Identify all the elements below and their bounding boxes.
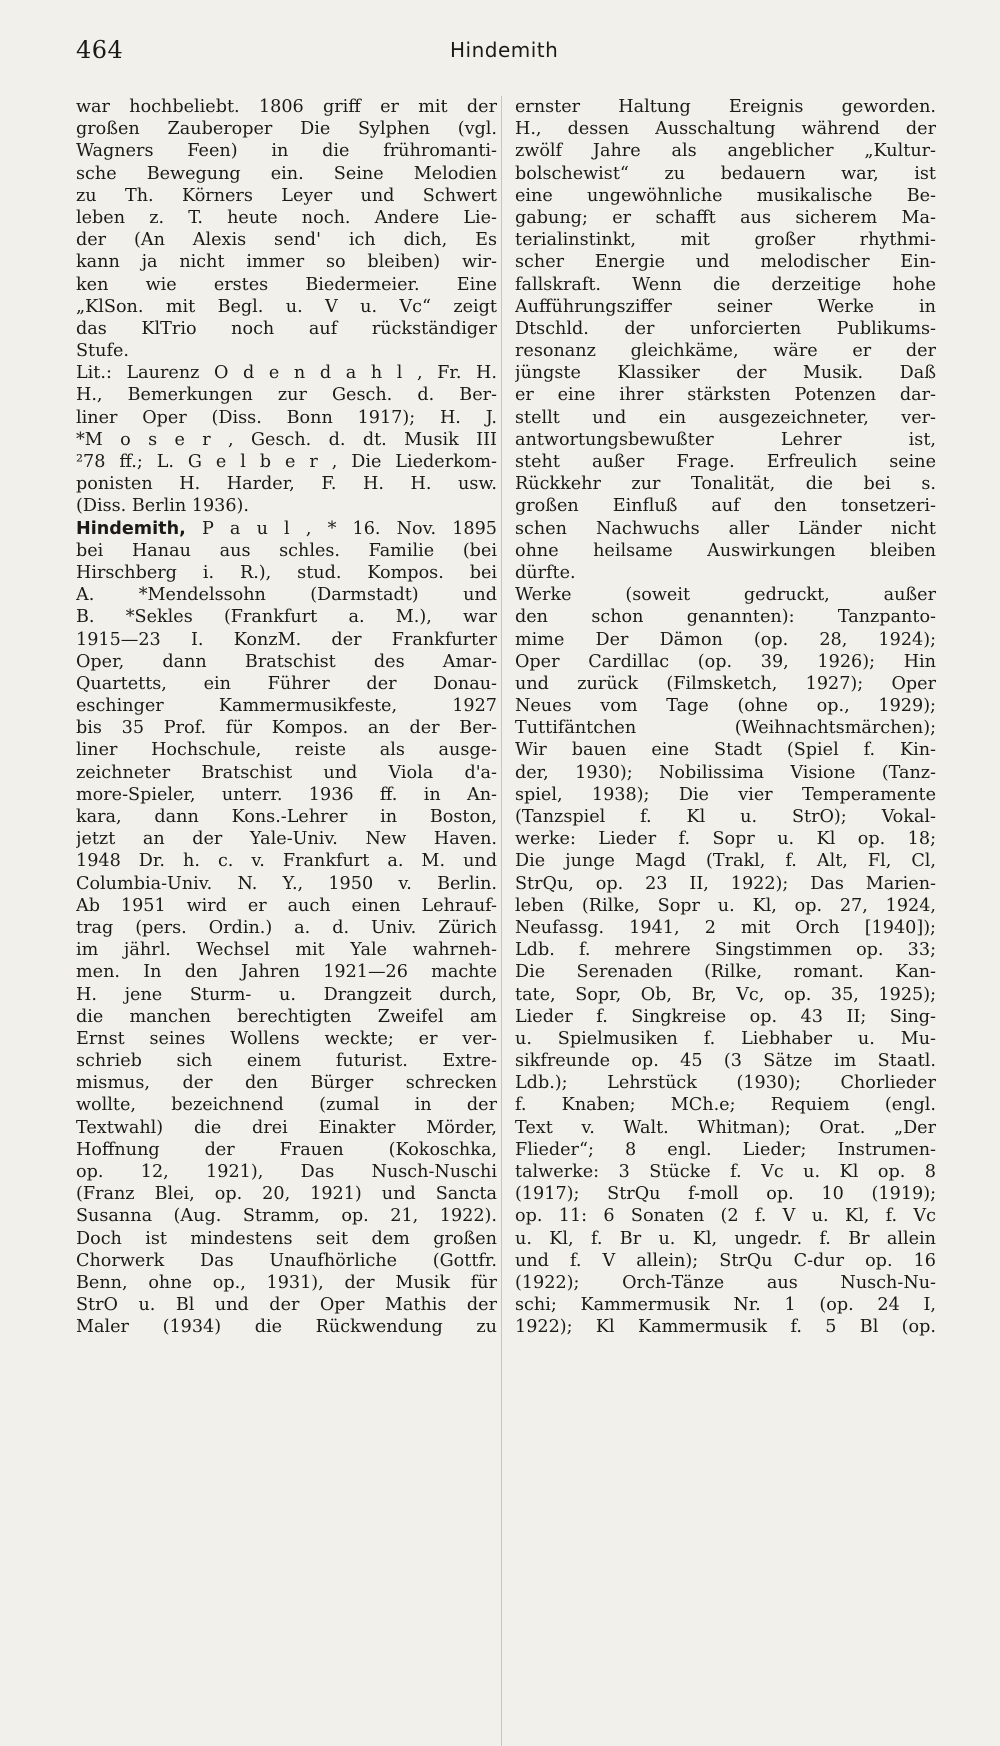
text-line: Oper, dann Bratschist des Amar- xyxy=(76,651,497,672)
text-line: den schon genannten): Tanzpanto- xyxy=(515,607,936,628)
text-line: und zurück (Filmsketch, 1927); Oper xyxy=(515,673,936,694)
text-line: Chorwerk Das Unaufhörliche (Gottfr. xyxy=(76,1250,497,1271)
text-line: H., dessen Ausschaltung während der xyxy=(515,119,936,140)
text-line: schi; Kammermusik Nr. 1 (op. 24 I, xyxy=(515,1295,936,1316)
text-line: das KlTrio noch auf rückständiger xyxy=(76,318,497,339)
text-line: Quartetts, ein Führer der Donau- xyxy=(76,673,497,694)
text-line: 1915—23 I. KonzM. der Frankfurter xyxy=(76,629,497,650)
text-line: Aufführungsziffer seiner Werke in xyxy=(515,296,936,317)
text-line: jüngste Klassiker der Musik. Daß xyxy=(515,363,936,384)
text-line: Lit.: Laurenz O d e n d a h l , Fr. H. xyxy=(76,363,497,384)
text-line: Ldb.); Lehrstück (1930); Chorlieder xyxy=(515,1073,936,1094)
text-line: zu Th. Körners Leyer und Schwert xyxy=(76,185,497,206)
text-line: Ab 1951 wird er auch einen Lehrauf- xyxy=(76,895,497,916)
text-line: leben (Rilke, Sopr u. Kl, op. 27, 1924, xyxy=(515,895,936,916)
text-line: terialinstinkt, mit großer rhythmi- xyxy=(515,230,936,251)
text-line: H., Bemerkungen zur Gesch. d. Ber- xyxy=(76,385,497,406)
left-column xyxy=(76,96,497,1339)
text-line: tate, Sopr, Ob, Br, Vc, op. 35, 1925); xyxy=(515,984,936,1005)
text-line: Tuttifäntchen (Weihnachtsmärchen); xyxy=(515,718,936,739)
text-line: trag (pers. Ordin.) a. d. Univ. Zürich xyxy=(76,917,497,938)
text-line: scher Energie und melodischer Ein- xyxy=(515,252,936,273)
text-line: op. 12, 1921), Das Nusch-Nuschi xyxy=(76,1162,497,1182)
text-line: liner Oper (Diss. Bonn 1917); H. J. xyxy=(76,407,497,428)
text-line: Hoffnung der Frauen (Kokoschka, xyxy=(76,1139,497,1160)
text-line: Hirschberg i. R.), stud. Kompos. bei xyxy=(76,562,497,583)
text-line: kara, dann Kons.-Lehrer in Boston, xyxy=(76,807,497,827)
text-line: der, 1930); Nobilissima Visione (Tanz- xyxy=(515,762,936,783)
text-line: Neufassg. 1941, 2 mit Orch [1940]); xyxy=(515,917,936,938)
text-line: ohne heilsame Auswirkungen bleiben xyxy=(515,540,936,561)
entry-headword: Hindemith, xyxy=(76,518,186,539)
text-line: Die Serenaden (Rilke, romant. Kan- xyxy=(515,962,936,983)
text-line: *M o s e r , Gesch. d. dt. Musik III xyxy=(76,429,497,450)
text-line: eine ungewöhnliche musikalische Be- xyxy=(515,185,936,206)
text-line: stellt und ein ausgezeichneter, ver- xyxy=(515,407,936,428)
text-line: Lieder f. Singkreise op. 43 II; Sing- xyxy=(515,1006,936,1027)
text-line: Wir bauen eine Stadt (Spiel f. Kin- xyxy=(515,740,936,761)
text-line: ponisten H. Harder, F. H. H. usw. xyxy=(76,474,497,495)
text-line: StrQu, op. 23 II, 1922); Das Marien- xyxy=(515,873,936,894)
text-line: (Diss. Berlin 1936). xyxy=(76,496,249,517)
text-line: Die junge Magd (Trakl, f. Alt, Fl, Cl, xyxy=(515,851,936,872)
text-line: resonanz gleichkäme, wäre er der xyxy=(515,341,936,362)
page-number: 464 xyxy=(76,36,124,64)
column-divider xyxy=(501,96,502,1746)
text-line: u. Kl, f. Br u. Kl, ungedr. f. Br allein xyxy=(515,1228,936,1249)
text-line: (1922); Orch-Tänze aus Nusch-Nu- xyxy=(515,1272,936,1293)
text-line: zeichneter Bratschist und Viola d'a- xyxy=(76,762,497,783)
text-line: sche Bewegung ein. Seine Melodien xyxy=(76,163,497,184)
text-line: Textwahl) die drei Einakter Mörder, xyxy=(76,1117,497,1138)
text-line: H. jene Sturm- u. Drangzeit durch, xyxy=(76,984,497,1005)
text-line: Neues vom Tage (ohne op., 1929); xyxy=(515,696,936,717)
text-line: bolschewist“ zu bedauern war, ist xyxy=(515,163,936,184)
text-line: Rückkehr zur Tonalität, die bei s. xyxy=(515,474,936,495)
text-line: Text v. Walt. Whitman); Orat. „Der xyxy=(515,1117,936,1138)
text-line: „KlSon. mit Begl. u. V u. Vc“ zeigt xyxy=(76,296,497,317)
text-line: Wagners Feen) in die frühromanti- xyxy=(76,141,497,162)
text-line: gabung; er schafft aus sicherem Ma- xyxy=(515,207,936,228)
text-line: und f. V allein); StrQu C-dur op. 16 xyxy=(515,1250,936,1271)
text-line: spiel, 1938); Die vier Temperamente xyxy=(515,784,936,805)
text-line: bei Hanau aus schles. Familie (bei xyxy=(76,540,497,561)
text-line: ²78 ff.; L. G e l b e r , Die Liederkom- xyxy=(76,452,497,472)
text-line: A. *Mendelssohn (Darmstadt) und xyxy=(76,585,497,606)
text-line: mismus, der den Bürger schrecken xyxy=(76,1073,497,1094)
text-line: Ernst seines Wollens weckte; er ver- xyxy=(76,1028,497,1049)
text-line: Stufe. xyxy=(76,341,129,362)
text-line: (1917); StrQu f-moll op. 10 (1919); xyxy=(515,1184,936,1205)
text-line: Benn, ohne op., 1931), der Musik für xyxy=(76,1272,497,1293)
text-line: sikfreunde op. 45 (3 Sätze im Staatl. xyxy=(515,1051,936,1072)
text-line: u. Spielmusiken f. Liebhaber u. Mu- xyxy=(515,1028,936,1049)
text-line: schrieb sich einem futurist. Extre- xyxy=(76,1051,497,1072)
text-line: Werke (soweit gedruckt, außer xyxy=(515,585,936,606)
text-line: im jährl. Wechsel mit Yale wahrneh- xyxy=(76,940,497,961)
text-line: Columbia-Univ. N. Y., 1950 v. Berlin. xyxy=(76,873,497,894)
text-line: Dtschld. der unforcierten Publikums- xyxy=(515,318,936,339)
text-line: Hindemith, P a u l , * 16. Nov. 1895 xyxy=(76,518,497,539)
text-line: talwerke: 3 Stücke f. Vc u. Kl op. 8 xyxy=(515,1162,936,1182)
text-line: op. 11: 6 Sonaten (2 f. V u. Kl, f. Vc xyxy=(515,1206,936,1227)
text-line: zwölf Jahre als angeblicher „Kultur- xyxy=(515,141,936,162)
text-line: Doch ist mindestens seit dem großen xyxy=(76,1228,497,1249)
text-line: steht außer Frage. Erfreulich seine xyxy=(515,452,936,472)
text-line: Maler (1934) die Rückwendung zu xyxy=(76,1317,497,1338)
text-line: 1948 Dr. h. c. v. Frankfurt a. M. und xyxy=(76,851,497,872)
page-header xyxy=(76,36,1000,72)
text-line: (Tanzspiel f. Kl u. StrO); Vokal- xyxy=(515,807,936,827)
text-line: Flieder“; 8 engl. Lieder; Instrumen- xyxy=(515,1139,936,1160)
text-line: ernster Haltung Ereignis geworden. xyxy=(515,97,936,117)
text-line: Ldb. f. mehrere Singstimmen op. 33; xyxy=(515,940,936,961)
right-column xyxy=(515,96,936,1339)
text-line: fallskraft. Wenn die derzeitige hohe xyxy=(515,274,936,295)
text-line: großen Zauberoper Die Sylphen (vgl. xyxy=(76,119,497,140)
text-line: kann ja nicht immer so bleiben) wir- xyxy=(76,252,497,273)
text-line: leben z. T. heute noch. Andere Lie- xyxy=(76,207,497,228)
text-line: die manchen berechtigten Zweifel am xyxy=(76,1006,497,1027)
text-line: wollte, bezeichnend (zumal in der xyxy=(76,1095,497,1116)
text-line: Oper Cardillac (op. 39, 1926); Hin xyxy=(515,651,936,672)
text-line: men. In den Jahren 1921—26 machte xyxy=(76,962,497,983)
text-line: jetzt an der Yale-Univ. New Haven. xyxy=(76,829,497,850)
text-line: der (An Alexis send' ich dich, Es xyxy=(76,230,497,251)
text-line: war hochbeliebt. 1806 griff er mit der xyxy=(76,97,497,117)
text-line: er eine ihrer stärksten Potenzen dar- xyxy=(515,385,936,406)
text-line: Susanna (Aug. Stramm, op. 21, 1922). xyxy=(76,1206,497,1227)
text-line: dürfte. xyxy=(515,562,576,583)
text-line: B. *Sekles (Frankfurt a. M.), war xyxy=(76,607,497,628)
text-line: eschinger Kammermusikfeste, 1927 xyxy=(76,696,497,717)
text-line: StrO u. Bl und der Oper Mathis der xyxy=(76,1295,497,1316)
text-line: bis 35 Prof. für Kompos. an der Ber- xyxy=(76,718,497,739)
text-line: more-Spieler, unterr. 1936 ff. in An- xyxy=(76,784,497,805)
text-line: liner Hochschule, reiste als ausge- xyxy=(76,740,497,761)
text-line: (Franz Blei, op. 20, 1921) und Sancta xyxy=(76,1184,497,1205)
text-line: werke: Lieder f. Sopr u. Kl op. 18; xyxy=(515,829,936,850)
running-head: Hindemith xyxy=(450,38,559,62)
text-line: f. Knaben; MCh.e; Requiem (engl. xyxy=(515,1095,936,1116)
text-line: 1922); Kl Kammermusik f. 5 Bl (op. xyxy=(515,1317,936,1338)
text-line: ken wie erstes Biedermeier. Eine xyxy=(76,274,497,295)
text-line: schen Nachwuchs aller Länder nicht xyxy=(515,518,936,539)
text-line: mime Der Dämon (op. 28, 1924); xyxy=(515,629,936,650)
text-line: großen Einfluß auf den tonsetzeri- xyxy=(515,496,936,517)
text-line: antwortungsbewußter Lehrer ist, xyxy=(515,429,936,450)
